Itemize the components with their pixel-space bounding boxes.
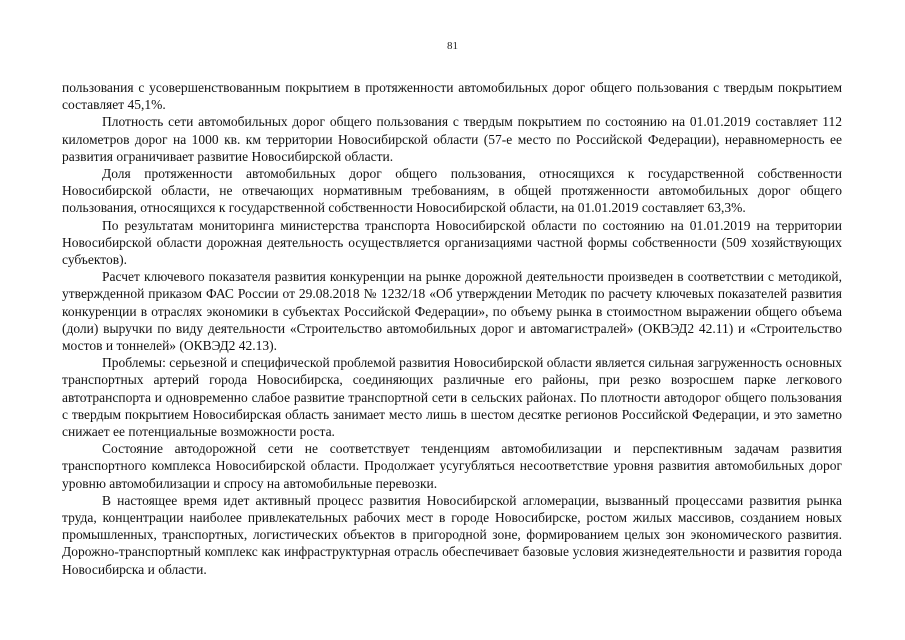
paragraph-road-density: Плотность сети автомобильных дорог общего пользования с твердым покрытием по состоянию на 01.01.2019 составляет 112 километров дорог на 1000 кв. км территории Новосибирской области (57-е место по Российской Федерации), неравномерность ее развития ограничивает развитие Новосибирской области. bbox=[62, 114, 842, 164]
paragraph-problems: Проблемы: серьезной и специфической проблемой развития Новосибирской области является сильная загруженность основных транспортных артерий города Новосибирска, соединяющих различные его районы, при резко возросшем парке легкового автотранспорта и одновременно слабое развитие транспортной сети в сельских районах. По плотности автодорог общего пользования с твердым покрытием Новосибирская область занимает место лишь в шестом десятке регионов Российской Федерации, и это заметно снижает ее потенциальные возможности роста. bbox=[62, 355, 842, 440]
paragraph-monitoring-results: По результатам мониторинга министерства транспорта Новосибирской области по состоянию на 01.01.2019 на территории Новосибирской области дорожная деятельность осуществляется организациями частной формы собственности (509 хозяйствующих субъектов). bbox=[62, 217, 842, 268]
paragraph-nonstandard-roads-share: Доля протяженности автомобильных дорог общего пользования, относящихся к государственной собственности Новосибирской области, не отвечающих нормативным требованиям, в общей протяженности автомобильных дорог общего пользования, относящихся к государственной собственности Новосибирской области, на 01.01.2019 составляет 63,3%. bbox=[62, 166, 842, 216]
paragraph-continuation: пользования с усовершенствованным покрытием в протяженности автомобильных дорог общего пользования с твердым покрытием составляет 45,1%. bbox=[62, 80, 842, 113]
document-body bbox=[62, 79, 842, 578]
page-number: 81 bbox=[447, 40, 458, 52]
paragraph-key-indicator-calculation: Расчет ключевого показателя развития конкуренции на рынке дорожной деятельности произведен в соответствии с методикой, утвержденной приказом ФАС России от 29.08.2018 № 1232/18 «Об утверждении Методик по расчету ключевых показателей развития конкуренции в отраслях экономики в субъектах Российской Федерации», по объему рынка в стоимостном выражении общего объема (доли) выручки по виду деятельности «Строительство автомобильных дорог и автомагистралей» (ОКВЭД2 42.11) и «Строительство мостов и тоннелей» (ОКВЭД2 42.13). bbox=[62, 269, 842, 354]
paragraph-agglomeration-development: В настоящее время идет активный процесс развития Новосибирской агломерации, вызванный процессами развития рынка труда, концентрации наиболее привлекательных рабочих мест в городе Новосибирске, ростом жилых массивов, созданием новых промышленных, транспортных, логистических объектов в пригородной зоне, формированием целых зон экономического развития. Дорожно-транспортный комплекс как инфраструктурная отрасль обеспечивает базовые условия жизнедеятельности и развития города Новосибирска и области. bbox=[62, 492, 842, 577]
paragraph-road-network-state: Состояние автодорожной сети не соответствует тенденциям автомобилизации и перспективным задачам развития транспортного комплекса Новосибирской области. Продолжает усугубляться несоответствие уровня развития автомобильных дорог уровню автомобилизации и спросу на автомобильные перевозки. bbox=[62, 441, 842, 491]
